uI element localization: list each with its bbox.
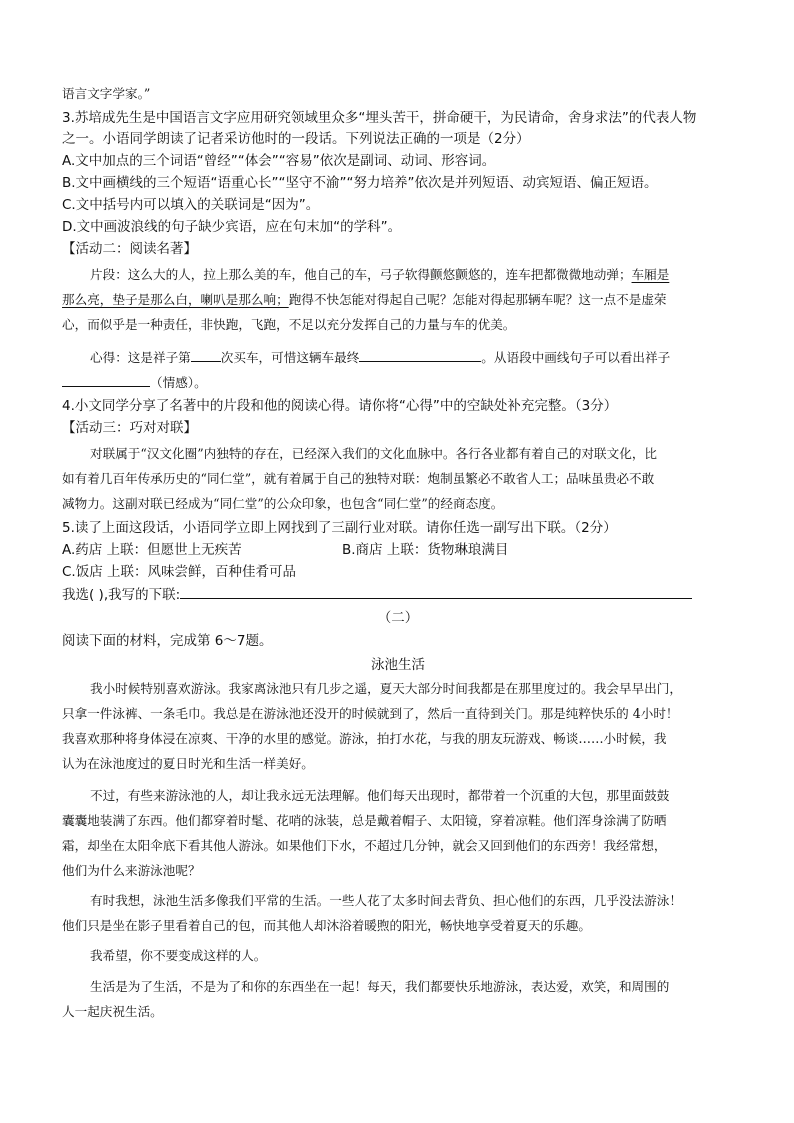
article-p1-line-4: 认为在泳池度过的夏日时光和生活一样美好。 bbox=[62, 756, 314, 771]
excerpt-underlined-end: 那么亮，垫子是那么白，喇叭是那么响； bbox=[62, 292, 289, 307]
notes-text-2: 次买车，可惜这辆车最终 bbox=[220, 350, 360, 365]
question-5-answer-line bbox=[62, 584, 692, 605]
excerpt-line-2-text: 跑得不快怎能对得起自己呢？怎能对得起那辆车呢？这一点不是虚荣 bbox=[288, 292, 667, 307]
couplet-paragraph-line-3: 减物力。这副对联已经成为“同仁堂”的公众印象，也包含“同仁堂”的经商态度。 bbox=[62, 496, 504, 511]
question-5-stem: 5.读了上面这段话，小语同学立即上网找到了三副行业对联。请你任选一副写出下联。（2分） bbox=[62, 520, 617, 536]
article-title: 泳池生活 bbox=[371, 657, 425, 673]
notes-line-2 bbox=[62, 372, 207, 393]
article-p5-line-2: 人一起庆祝生活。 bbox=[62, 1004, 163, 1019]
question-3-stem-line-1: 3.苏培成先生是中国语言文字应用研究领域里众多“埋头苦干，拼命硬干，为民请命，舍身求法”的代表人物 bbox=[62, 110, 697, 126]
excerpt-line-1 bbox=[90, 265, 669, 285]
article-p1-line-1: 我小时候特别喜欢游泳。我家离泳池只有几步之遥，夏天大部分时间我都是在那里度过的。我会早早出门， bbox=[90, 681, 682, 696]
excerpt-line-3: 心，而似乎是一种责任，非快跑，飞跑，不足以充分发挥自己的力量与车的优美。 bbox=[62, 317, 516, 332]
article-p2-line-2: 囊囊地装满了东西。他们都穿着时髦、花哨的泳装，总是戴着帽子、太阳镜，穿着凉鞋。他们浑身涂满了防晒 bbox=[62, 813, 667, 828]
notes-blank-2[interactable] bbox=[359, 347, 481, 362]
question-5-option-c: C.饭店 上联：风味尝鲜，百种佳肴可品 bbox=[62, 564, 297, 580]
excerpt-line-1-text: 片段：这么大的人，拉上那么美的车，他自己的车，弓子软得颤悠颤悠的，连车把都微微地动弹； bbox=[90, 267, 632, 282]
article-p2-line-1: 不过，有些来游泳池的人，却让我永远无法理解。他们每天出现时，都带着一个沉重的大包，那里面鼓鼓 bbox=[90, 788, 670, 803]
question-3-stem-line-2: 之一。小语同学朗读了记者采访他时的一段话。下列说法正确的一项是（2分） bbox=[62, 131, 530, 147]
question-5-option-a: A.药店 上联：但愿世上无疾苦 bbox=[62, 542, 242, 558]
article-p2-line-4: 他们为什么来游泳池呢？ bbox=[62, 863, 201, 878]
article-p1-line-3: 我喜欢那种将身体浸在凉爽、干净的水里的感觉。游泳，拍打水花，与我的朋友玩游戏、畅谈……小时候，我 bbox=[62, 731, 667, 746]
question-5-option-b: B.商店 上联：货物琳琅满目 bbox=[342, 542, 509, 558]
notes-blank-3[interactable] bbox=[62, 372, 150, 387]
notes-blank-1[interactable] bbox=[191, 347, 221, 362]
article-p2-line-3: 霜，却坐在太阳伞底下看其他人游泳。如果他们下水，不超过几分钟，就会又回到他们的东西旁！我经常想， bbox=[62, 838, 667, 853]
article-p5-line-1: 生活是为了生活，不是为了和你的东西坐在一起！每天，我们都要快乐地游泳，表达爱，欢笑，和周围的 bbox=[90, 979, 670, 994]
section-2-intro: 阅读下面的材料，完成第 6～7题。 bbox=[62, 633, 273, 649]
article-p3-line-2: 他们只是坐在影子里看着自己的包，而其他人却沐浴着暖煦的阳光，畅快地享受着夏天的乐趣。 bbox=[62, 918, 591, 933]
question-3-option-c: C.文中括号内可以填入的关联词是“因为”。 bbox=[62, 197, 320, 213]
notes-text-3: 。从语段中画线句子可以看出祥子 bbox=[481, 350, 671, 365]
excerpt-underlined-start: 车厢是 bbox=[631, 267, 670, 282]
question-5-choose-label: 我选( ),我写的下联: bbox=[62, 587, 181, 603]
activity-3-heading: 【活动三：巧对对联】 bbox=[62, 420, 197, 436]
question-5-answer-blank[interactable] bbox=[180, 584, 692, 599]
question-3-option-d: D.文中画波浪线的句子缺少宾语，应在句末加“的学科”。 bbox=[62, 219, 402, 235]
question-4-stem: 4.小文同学分享了名著中的片段和他的阅读心得。请你将“心得”中的空缺处补充完整。（3分） bbox=[62, 398, 618, 414]
article-p3-line-1: 有时我想，泳池生活多像我们平常的生活。一些人花了太多时间去背负、担心他们的东西，几乎没法游泳！ bbox=[90, 893, 682, 908]
article-p4: 我希望，你不要变成这样的人。 bbox=[90, 948, 267, 963]
article-p1-line-2: 只拿一件泳裤、一条毛巾。我总是在游泳池还没开的时候就到了，然后一直待到关门。那是纯粹快乐的 4小时！ bbox=[62, 706, 679, 721]
notes-text-1: 心得：这是祥子第 bbox=[90, 350, 191, 365]
section-2-heading: （二） bbox=[377, 610, 419, 626]
question-3-option-b: B.文中画横线的三个短语“语重心长”“坚守不渝”“努力培养”依次是并列短语、动宾短语、偏正短语。 bbox=[62, 175, 658, 191]
couplet-paragraph-line-1: 对联属于“汉文化圈”内独特的存在，已经深入我们的文化血脉中。各行各业都有着自己的对联文化，比 bbox=[90, 446, 658, 461]
couplet-paragraph-line-2: 如有着几百年传承历史的“同仁堂”，就有着属于自己的独特对联：炮制虽繁必不敢省人工；品味虽贵必不敢 bbox=[62, 471, 655, 486]
question-3-option-a: A.文中加点的三个词语“曾经”“体会”“容易”依次是副词、动词、形容词。 bbox=[62, 153, 496, 169]
notes-text-4: （情感）。 bbox=[150, 375, 207, 390]
excerpt-line-2 bbox=[62, 290, 667, 310]
continued-line: 语言文字学家。” bbox=[62, 86, 151, 101]
notes-line-1 bbox=[90, 347, 670, 368]
activity-2-heading: 【活动二：阅读名著】 bbox=[62, 241, 197, 257]
